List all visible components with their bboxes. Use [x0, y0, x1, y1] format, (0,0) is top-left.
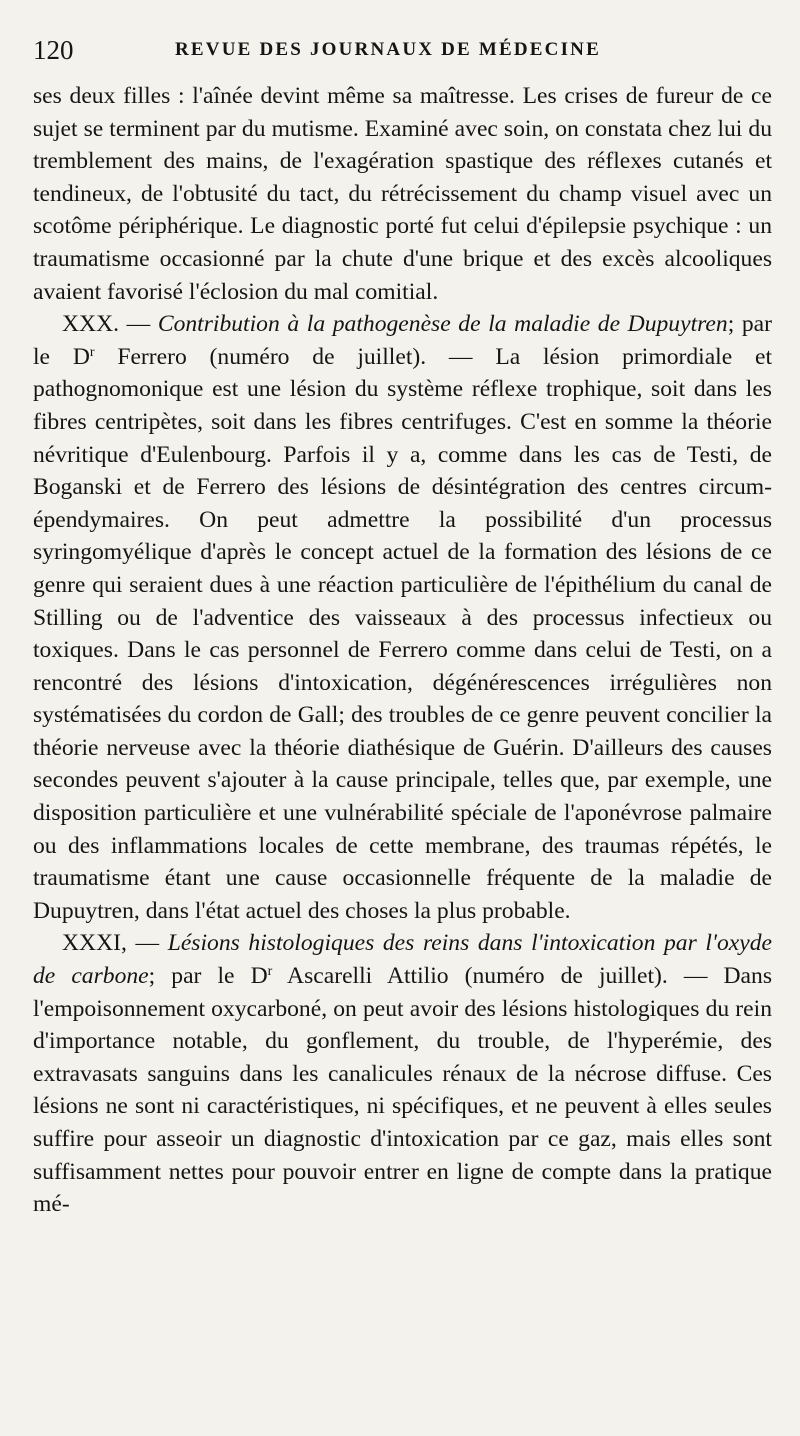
entry-xxxi: [33, 927, 772, 1220]
entry-number: XXX.: [62, 311, 120, 338]
entry-xxx: [33, 308, 772, 927]
entry-dash: —: [119, 311, 158, 338]
entry-text: La lésion primordiale et pathognomonique est une lésion du système réflexe trophique, soit dans les fibres centripètes, soit dans les fibres centrifuges. C'est en somme la théorie névritique d'Eulenbourg. Parfois il y a, comme dans les cas de Testi, de Boganski et de Ferrero des lésions de désintégration des centres circum-épendymaires. On peut admettre la possibilité d'un processus syringomyélique d'après le concept actuel de la formation des lésions de ce genre qui seraient dues à une réaction particulière de l'épithélium du canal de Stilling ou de l'adventice des vaisseaux à des processus infectieux ou toxiques. Dans le cas personnel de Ferrero comme dans celui de Testi, on a rencontré des lésions d'intoxication, dégénérescences irrégulières non systématisées du cordon de Gall; des troubles de ce genre peuvent concilier la théorie nerveuse avec la théorie diathésique de Guérin. D'ailleurs des causes secondes peuvent s'ajouter à la cause principale, telles que, par exemple, une disposition particulière et une vulnérabilité spéciale de l'aponévrose palmaire ou des inflammations locales de cette membrane, des traumas répétés, le traumatisme étant une cause occasionnelle fréquente de la maladie de Dupuytren, dans l'état actuel des choses la plus probable.: [33, 343, 773, 924]
entry-title: Lésions histologiques des reins dans l'intoxication par l'oxyde de carbone: [33, 930, 772, 990]
entry-dash: —: [126, 930, 168, 957]
journal-title: REVUE DES JOURNAUX DE MÉDECINE: [175, 39, 601, 60]
doctor-abbreviation: $D^r$: [72, 343, 95, 370]
entry-by: ; par le: [148, 963, 251, 990]
entry-by: ; par le: [33, 311, 772, 370]
entry-author: Ascarelli Attilio (numéro de juillet).: [272, 963, 668, 990]
entry-title: Contribution à la pathogenèse de la maladie de Dupuytren: [157, 311, 728, 338]
entry-dash: —: [426, 343, 496, 370]
running-header: [33, 30, 772, 70]
entry-number: XXXI,: [62, 930, 127, 957]
paragraph-intro: ses deux filles : l'aînée devint même sa maîtresse. Les crises de fureur de ce sujet se terminent par du mutisme. Examiné avec soin, on constata chez lui du tremblement des mains, de l'exagération spastique des réflexes cutanés et tendineux, de l'obtusité du tact, du rétrécissement du champ visuel avec un scotôme périphérique. Le diagnostic porté fut celui d'épilepsie psychique : un traumatisme occasionné par la chute d'une brique et des excès alcooliques avaient favorisé l'éclosion du mal comitial.: [33, 83, 772, 305]
body-text: [33, 80, 772, 1221]
doctor-abbreviation: $D^r$: [250, 963, 273, 990]
entry-author: Ferrero (numéro de juillet).: [94, 343, 427, 370]
page-number: 120: [33, 35, 74, 65]
entry-dash: —: [667, 963, 724, 990]
entry-text: Dans l'empoisonnement oxycarboné, on peut avoir des lésions histologiques du rein d'importance notable, du gonflement, du trouble, de l'hyperémie, des extravasats sanguins dans les canalicules rénaux de la nécrose diffuse. Ces lésions ne sont ni caractéristiques, ni spécifiques, et ne peuvent à elles seules suffire pour asseoir un diagnostic d'intoxication par ce gaz, mais elles sont suffisamment nettes pour pouvoir entrer en ligne de compte dans la pratique mé-: [33, 963, 773, 1218]
